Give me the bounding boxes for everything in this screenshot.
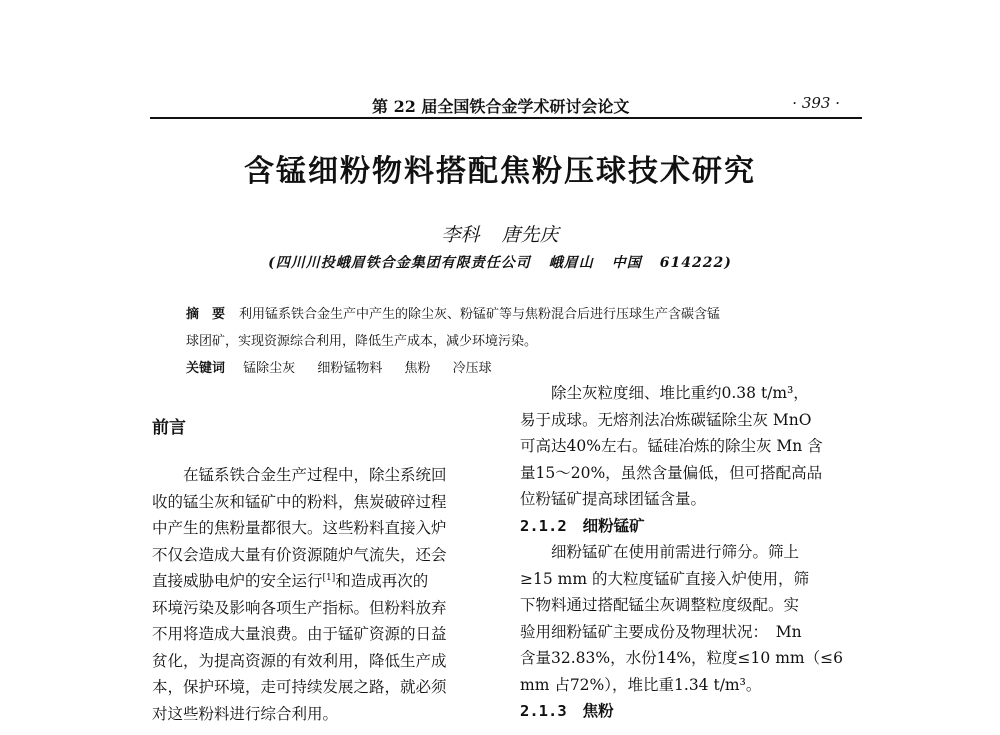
section-heading: 前言 xyxy=(152,418,186,438)
keywords xyxy=(186,357,510,376)
running-header xyxy=(150,92,862,118)
body-line: 不仅会造成大量有价资源随炉气流失，还会 xyxy=(152,545,447,564)
keyword: 冷压球 xyxy=(452,361,492,376)
body-line xyxy=(152,568,492,595)
body-line: 对这些粉料进行综合利用。 xyxy=(152,704,339,723)
right-column xyxy=(520,380,852,725)
author-name: 李科 xyxy=(441,224,480,246)
body-line: 环境污染及影响各项生产指标。但粉料放弃 xyxy=(152,598,447,617)
body-line: 除尘灰粒度细、堆比重约0.38 t/m³， xyxy=(551,384,809,402)
subsection-title: 焦粉 xyxy=(582,702,614,720)
authors xyxy=(0,220,1000,247)
affiliation-city: 峨眉山 xyxy=(548,255,594,271)
body-line: 细粉锰矿在使用前需进行筛分。筛上 xyxy=(551,543,800,561)
subsection-heading xyxy=(520,513,852,540)
affiliation-org: 四川川投峨眉铁合金集团有限责任公司 xyxy=(275,255,531,271)
body-line: 易于成球。无熔剂法冶炼碳锰除尘灰 MnO xyxy=(520,410,812,429)
subsection-number: 2.1.2 xyxy=(520,516,567,535)
body-text: 直接威胁电炉的安全运行 xyxy=(152,572,323,590)
abstract xyxy=(186,301,836,355)
body-line: 贫化，为提高资源的有效利用，降低生产成 xyxy=(152,651,447,670)
subsection-heading xyxy=(520,698,852,725)
keyword: 焦粉 xyxy=(404,361,431,376)
affiliation-close-paren: ) xyxy=(724,255,732,271)
page-number: · 393 · xyxy=(792,94,840,112)
body-line: ≥15 mm 的大粒度锰矿直接入炉使用，筛 xyxy=(520,569,809,588)
body-line: 量15～20%，虽然含量偏低，但可搭配高品 xyxy=(520,463,823,482)
body-line: 本，保护环境，走可持续发展之路，就必须 xyxy=(152,678,447,696)
keyword: 锰除尘灰 xyxy=(243,361,296,376)
body-line: 中产生的焦粉量都很大。这些粉料直接入炉 xyxy=(152,519,447,537)
keyword: 细粉锰物料 xyxy=(317,361,383,376)
affiliation-country: 中国 xyxy=(611,255,642,271)
left-column xyxy=(152,462,492,727)
body-line: 下物料通过搭配锰尘灰调整粒度级配。实 xyxy=(520,596,800,614)
body-line: 收的锰尘灰和锰矿中的粉料，焦炭破碎过程 xyxy=(152,492,447,511)
citation-ref: [1] xyxy=(322,573,336,583)
affiliation-postcode: 614222 xyxy=(659,255,725,271)
body-line: 不用将造成大量浪费。由于锰矿资源的日益 xyxy=(152,625,447,643)
body-line: 验用细粉锰矿主要成份及物理状况： Mn xyxy=(520,622,802,641)
abstract-label: 摘 要 xyxy=(186,307,226,322)
subsection-title: 细粉锰矿 xyxy=(582,516,645,535)
subsection-number: 2.1.3 xyxy=(520,702,567,720)
body-text: 和造成再次的 xyxy=(335,572,429,590)
header-rule xyxy=(150,117,862,119)
abstract-text: 球团矿，实现资源综合利用，降低生产成本，减少环境污染。 xyxy=(186,334,538,349)
affiliation-open-paren: ( xyxy=(268,255,276,271)
paper-title: 含锰细粉物料搭配焦粉压球技术研究 xyxy=(244,154,756,189)
body-line: 含量32.83%，水份14%，粒度≤10 mm（≤6 xyxy=(520,649,843,667)
conference-name: 第 22 届全国铁合金学术研讨会论文 xyxy=(372,97,630,116)
body-line: 可高达40%左右。锰硅冶炼的除尘灰 Mn 含 xyxy=(520,437,823,455)
keywords-label: 关键词 xyxy=(186,361,226,376)
author-name: 唐先庆 xyxy=(501,224,559,246)
body-line: 位粉锰矿提高球团锰含量。 xyxy=(520,490,707,508)
body-line: 在锰系铁合金生产过程中，除尘系统回 xyxy=(183,466,447,484)
body-line: mm 占72%），堆比重1.34 t/m³。 xyxy=(520,675,762,694)
affiliation xyxy=(0,252,1000,272)
abstract-text: 利用锰系铁合金生产中产生的除尘灰、粉锰矿等与焦粉混合后进行压球生产含碳含锰 xyxy=(239,307,721,322)
